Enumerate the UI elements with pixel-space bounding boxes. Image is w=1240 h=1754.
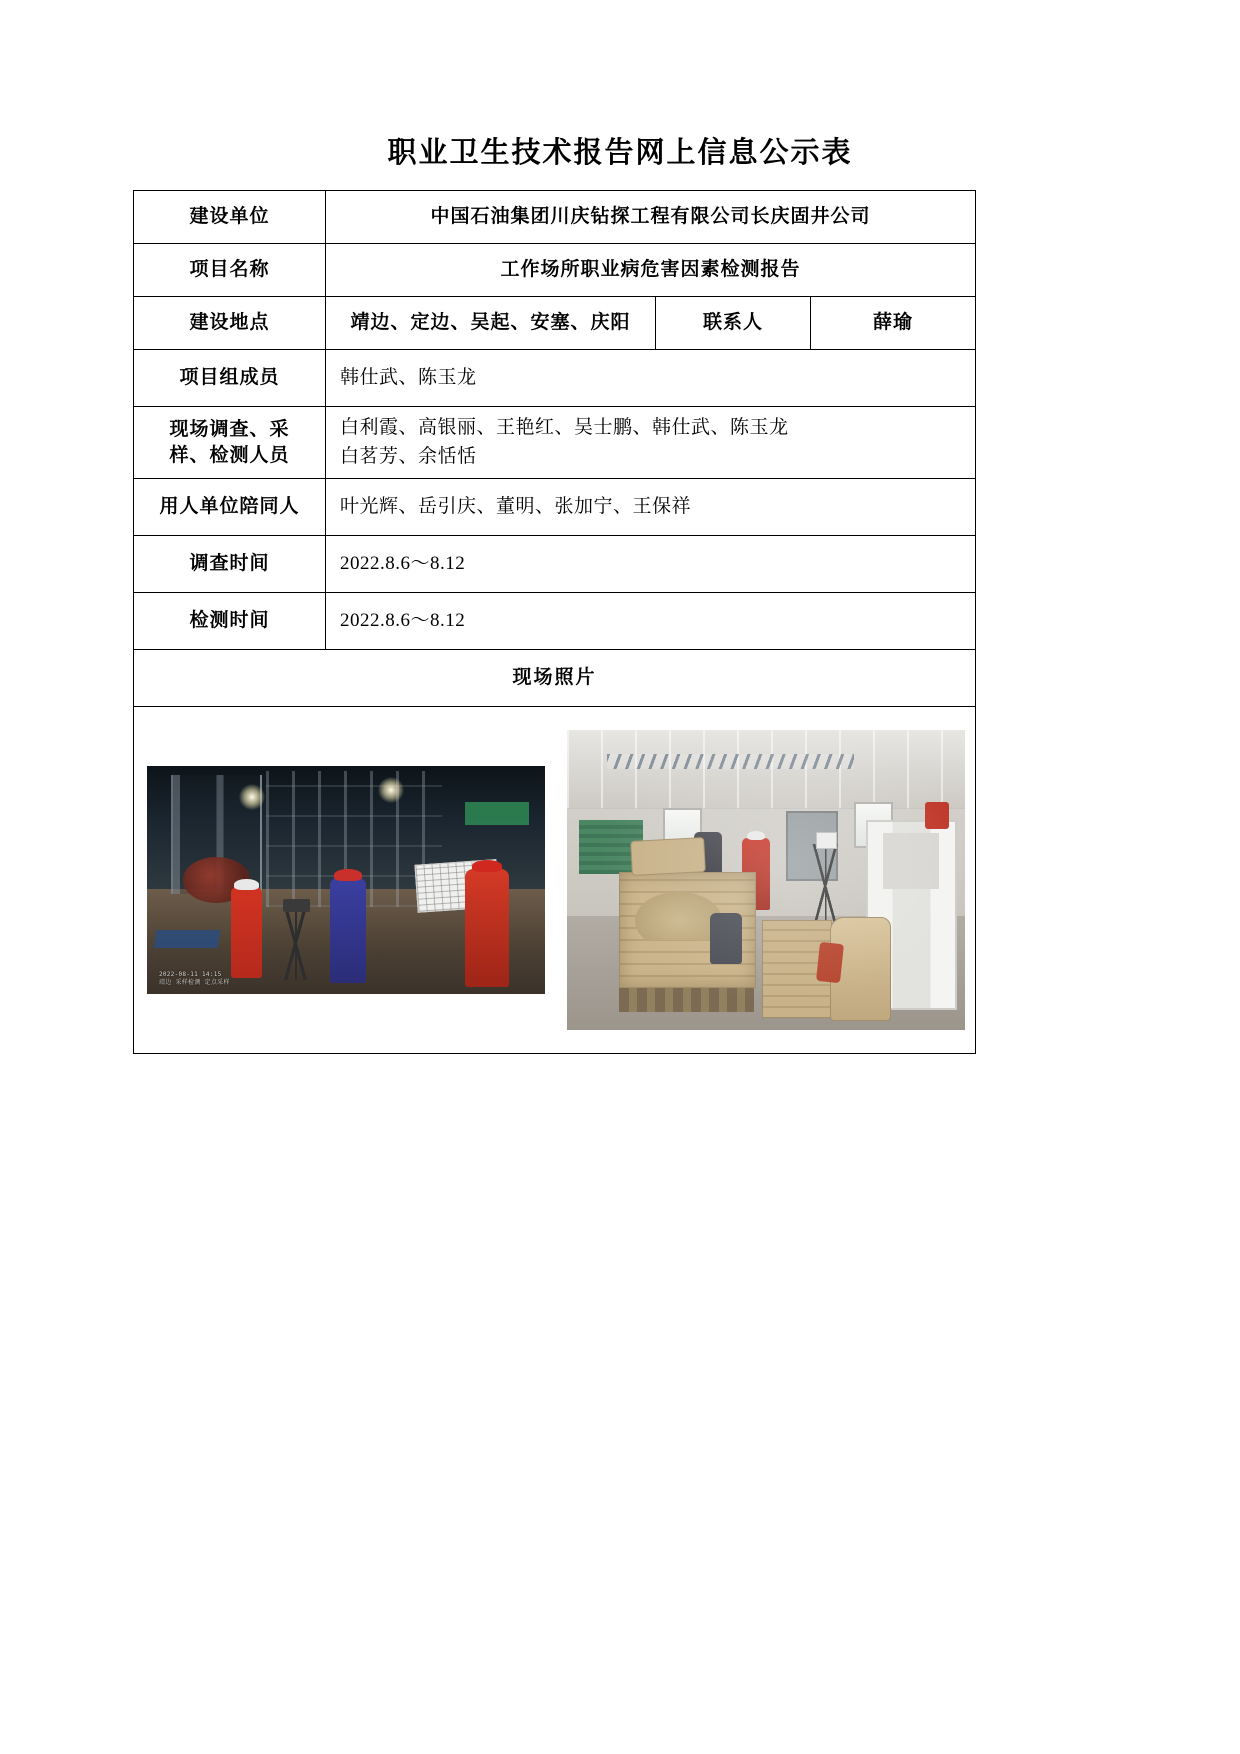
photos-cell [134, 707, 976, 1054]
row-label-employer-escort: 用人单位陪同人 [134, 479, 326, 536]
photo-loose-material [635, 892, 723, 940]
row-label-contact-person: 联系人 [656, 297, 811, 350]
row-label-survey-sampling-staff-line2: 样、检测人员 [169, 444, 290, 466]
photo-worker-red-left [231, 887, 263, 978]
page-title: 职业卫生技术报告网上信息公示表 [387, 137, 853, 169]
row-value-survey-sampling-staff-line1: 白利霞、高银丽、王艳红、吴士鹏、韩仕武、陈玉龙 [340, 417, 789, 438]
site-photo-drilling-rig [147, 766, 545, 994]
table-row [134, 191, 976, 244]
row-label-survey-sampling-staff [134, 407, 326, 479]
photo-red-sack [816, 942, 844, 983]
row-value-survey-sampling-staff-line2: 白茗芳、余恬恬 [340, 445, 477, 467]
photo-helmet [472, 860, 502, 872]
info-table [133, 190, 976, 1054]
row-value-project-team: 韩仕武、陈玉龙 [326, 350, 976, 407]
row-label-construction-unit: 建设单位 [134, 191, 326, 244]
photo-warehouse-roof [567, 730, 965, 809]
photo-watermark-line2: 靖边 采样检测 定点采样 [158, 979, 230, 987]
row-value-construction-site: 靖边、定边、吴起、安塞、庆阳 [326, 297, 656, 350]
photo-red-equipment [925, 802, 949, 829]
photo-roof-beam [607, 754, 854, 769]
row-value-survey-sampling-staff [326, 407, 976, 479]
row-value-detection-time: 2022.8.6～8.12 [326, 593, 976, 650]
table-row [134, 707, 976, 1054]
row-label-project-name: 项目名称 [134, 244, 326, 297]
photo-blue-tarp [154, 930, 220, 948]
photos-section-header: 现场照片 [134, 650, 976, 707]
photo-left-wrapper [144, 730, 548, 1030]
photo-watermark [159, 971, 230, 987]
photo-sampling-tripod [810, 844, 842, 928]
row-label-detection-time: 检测时间 [134, 593, 326, 650]
photo-worklight-icon [239, 784, 265, 810]
table-row [134, 350, 976, 407]
photo-worker-red-right [465, 869, 509, 988]
photo-helmet [747, 831, 765, 840]
photo-row [144, 730, 965, 1030]
row-value-contact-person: 薛瑜 [811, 297, 976, 350]
table-row [134, 479, 976, 536]
photo-watermark-line1: 2022-08-11 14:15 [158, 970, 222, 978]
row-value-employer-escort: 叶光辉、岳引庆、董明、张加宁、王保祥 [326, 479, 976, 536]
table-row [134, 650, 976, 707]
photo-cement-bag [630, 837, 705, 876]
table-row [134, 407, 976, 479]
photo-helmet [334, 869, 361, 881]
row-label-survey-time: 调查时间 [134, 536, 326, 593]
row-label-project-team: 项目组成员 [134, 350, 326, 407]
row-value-survey-time: 2022.8.6～8.12 [326, 536, 976, 593]
row-label-construction-site: 建设地点 [134, 297, 326, 350]
table-row [134, 593, 976, 650]
photo-worker-seated [710, 913, 742, 964]
row-label-survey-sampling-staff-line1: 现场调查、采 [169, 418, 290, 440]
row-value-construction-unit: 中国石油集团川庆钻探工程有限公司长庆固井公司 [326, 191, 976, 244]
photo-sampling-tripod [278, 907, 314, 980]
photo-helmet [234, 879, 259, 890]
photo-green-container [465, 802, 529, 825]
photo-worker-blue [330, 878, 366, 983]
row-value-project-name: 工作场所职业病危害因素检测报告 [326, 244, 976, 297]
table-row [134, 536, 976, 593]
site-photo-cement-warehouse [567, 730, 965, 1030]
table-row [134, 244, 976, 297]
table-row [134, 297, 976, 350]
